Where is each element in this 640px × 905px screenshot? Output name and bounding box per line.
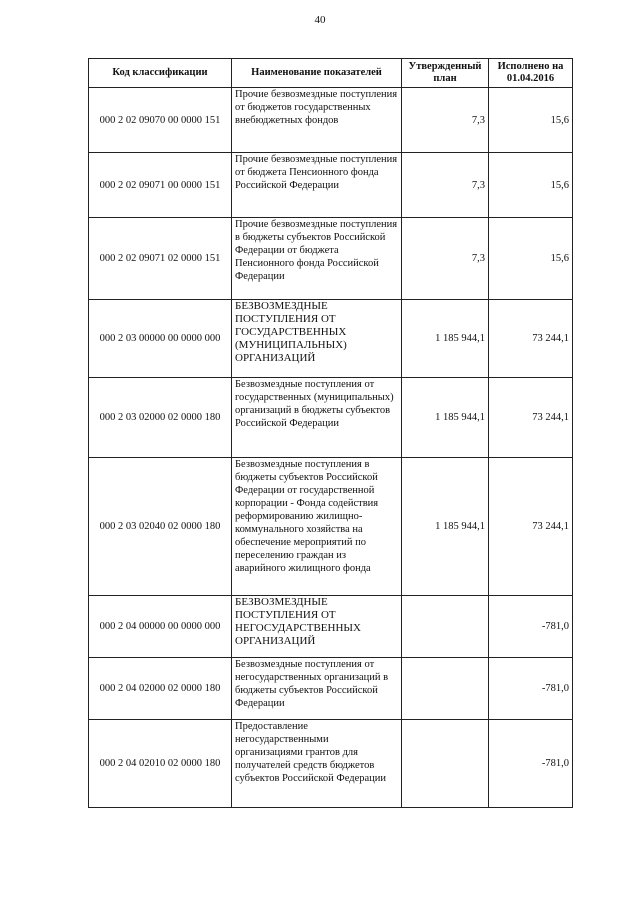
row-name: Прочие безвозмездные поступления от бюджета Пенсионного фонда Российской Федерации <box>232 153 402 218</box>
row-name: Безвозмездные поступления от государственных (муниципальных) организаций в бюджеты субъектов Российской Федерации <box>232 378 402 458</box>
header-plan: Утвержденный план <box>402 59 489 88</box>
table-row <box>89 88 573 153</box>
row-code: 000 2 02 09071 02 0000 151 <box>89 218 232 300</box>
row-name: Безвозмездные поступления в бюджеты субъектов Российской Федерации от государственной корпорации - Фонда содействия реформированию жилищно-коммунального хозяйства на обеспечение мероприятий по переселению граждан из аварийного жилищного фонда <box>232 458 402 596</box>
row-executed: -781,0 <box>489 658 573 720</box>
row-code: 000 2 04 02000 02 0000 180 <box>89 658 232 720</box>
row-executed: 73 244,1 <box>489 458 573 596</box>
table-row <box>89 720 573 808</box>
row-name: БЕЗВОЗМЕЗДНЫЕ ПОСТУПЛЕНИЯ ОТ ГОСУДАРСТВЕННЫХ (МУНИЦИПАЛЬНЫХ) ОРГАНИЗАЦИЙ <box>232 300 402 378</box>
row-executed: -781,0 <box>489 720 573 808</box>
row-plan: 7,3 <box>402 88 489 153</box>
table-row <box>89 378 573 458</box>
row-code: 000 2 02 09071 00 0000 151 <box>89 153 232 218</box>
row-plan: 7,3 <box>402 218 489 300</box>
row-code: 000 2 04 02010 02 0000 180 <box>89 720 232 808</box>
table-header-row <box>89 59 573 88</box>
row-name: Безвозмездные поступления от негосударственных организаций в бюджеты субъектов Российской Федерации <box>232 658 402 720</box>
row-code: 000 2 03 02000 02 0000 180 <box>89 378 232 458</box>
row-name: Прочие безвозмездные поступления от бюджетов государственных внебюджетных фондов <box>232 88 402 153</box>
row-name: БЕЗВОЗМЕЗДНЫЕ ПОСТУПЛЕНИЯ ОТ НЕГОСУДАРСТВЕННЫХ ОРГАНИЗАЦИЙ <box>232 596 402 658</box>
row-name: Предоставление негосударственными организациями грантов для получателей средств бюджетов субъектов Российской Федерации <box>232 720 402 808</box>
row-code: 000 2 04 00000 00 0000 000 <box>89 596 232 658</box>
row-executed: 73 244,1 <box>489 300 573 378</box>
row-plan <box>402 658 489 720</box>
table-row <box>89 458 573 596</box>
row-plan: 1 185 944,1 <box>402 378 489 458</box>
row-executed: -781,0 <box>489 596 573 658</box>
row-executed: 15,6 <box>489 153 573 218</box>
row-plan: 1 185 944,1 <box>402 300 489 378</box>
page-number: 40 <box>314 14 326 26</box>
table-row <box>89 300 573 378</box>
row-plan: 7,3 <box>402 153 489 218</box>
header-name: Наименование показателей <box>232 59 402 88</box>
row-executed: 15,6 <box>489 218 573 300</box>
row-plan <box>402 596 489 658</box>
row-code: 000 2 02 09070 00 0000 151 <box>89 88 232 153</box>
table-row <box>89 658 573 720</box>
row-code: 000 2 03 00000 00 0000 000 <box>89 300 232 378</box>
header-code: Код классификации <box>89 59 232 88</box>
row-executed: 15,6 <box>489 88 573 153</box>
table-row <box>89 218 573 300</box>
table-row <box>89 153 573 218</box>
table-row <box>89 596 573 658</box>
row-code: 000 2 03 02040 02 0000 180 <box>89 458 232 596</box>
row-name: Прочие безвозмездные поступления в бюджеты субъектов Российской Федерации от бюджета Пенсионного фонда Российской Федерации <box>232 218 402 300</box>
header-executed: Исполнено на 01.04.2016 <box>489 59 573 88</box>
budget-table <box>88 58 573 808</box>
row-plan <box>402 720 489 808</box>
row-executed: 73 244,1 <box>489 378 573 458</box>
row-plan: 1 185 944,1 <box>402 458 489 596</box>
